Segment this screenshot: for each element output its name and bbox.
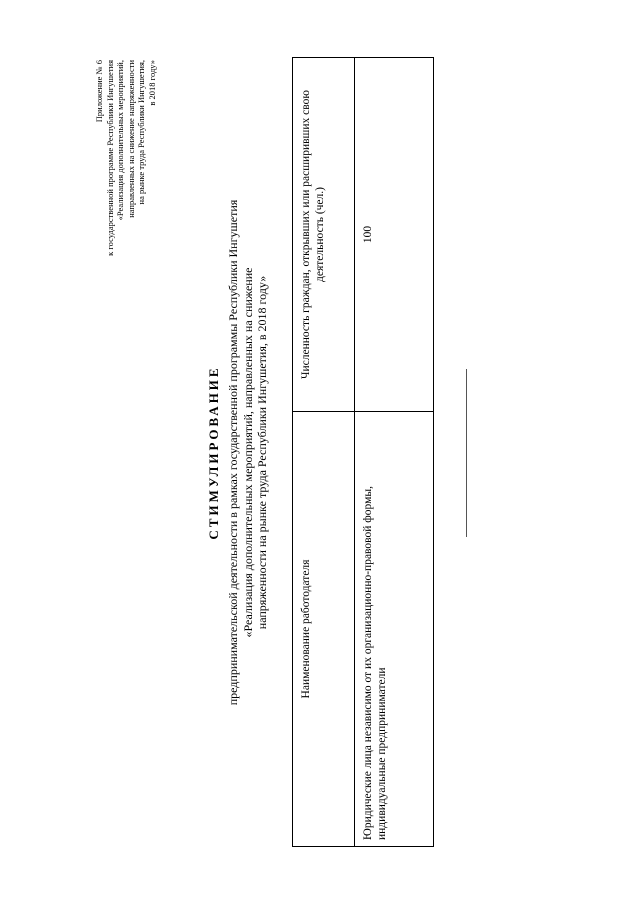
table-cell-count: 100 — [355, 58, 434, 412]
appendix-line: на рынке труда Республики Ингушетия, — [136, 60, 146, 205]
table-row — [355, 58, 434, 847]
subtitle-line: предпринимательской деятельности в рамках государственной программы Республики Ингушетия — [226, 199, 240, 706]
subtitle-line: напряженности на рынке труда Республики Ингушетия, в 2018 году» — [255, 275, 269, 630]
subtitle-line: «Реализация дополнительных мероприятий, направленных на снижение — [240, 267, 255, 638]
title-block — [206, 0, 270, 905]
separator-line — [466, 369, 467, 537]
table-cell-employer: Юридические лица независимо от их организационно-правовой формы, индивидуальные предприниматели — [355, 412, 434, 847]
table-header-count: Численность граждан, открывших или расширивших свою деятельность (чел.) — [293, 58, 355, 412]
document-subtitle — [226, 0, 270, 905]
data-table — [292, 57, 434, 847]
appendix-line: в 2018 году» — [146, 60, 157, 106]
appendix-note — [94, 60, 157, 330]
appendix-line: «Реализация дополнительных мероприятий, — [115, 60, 125, 221]
appendix-line: Приложение № 6 — [94, 60, 104, 123]
document-title: СТИМУЛИРОВАНИЕ — [206, 365, 221, 540]
appendix-line: к государственной программе Республики Ингушетия — [104, 60, 115, 256]
appendix-line: направленных на снижение напряженности — [125, 60, 136, 218]
table-header-row — [293, 58, 355, 847]
table-header-employer: Наименование работодателя — [293, 412, 355, 847]
